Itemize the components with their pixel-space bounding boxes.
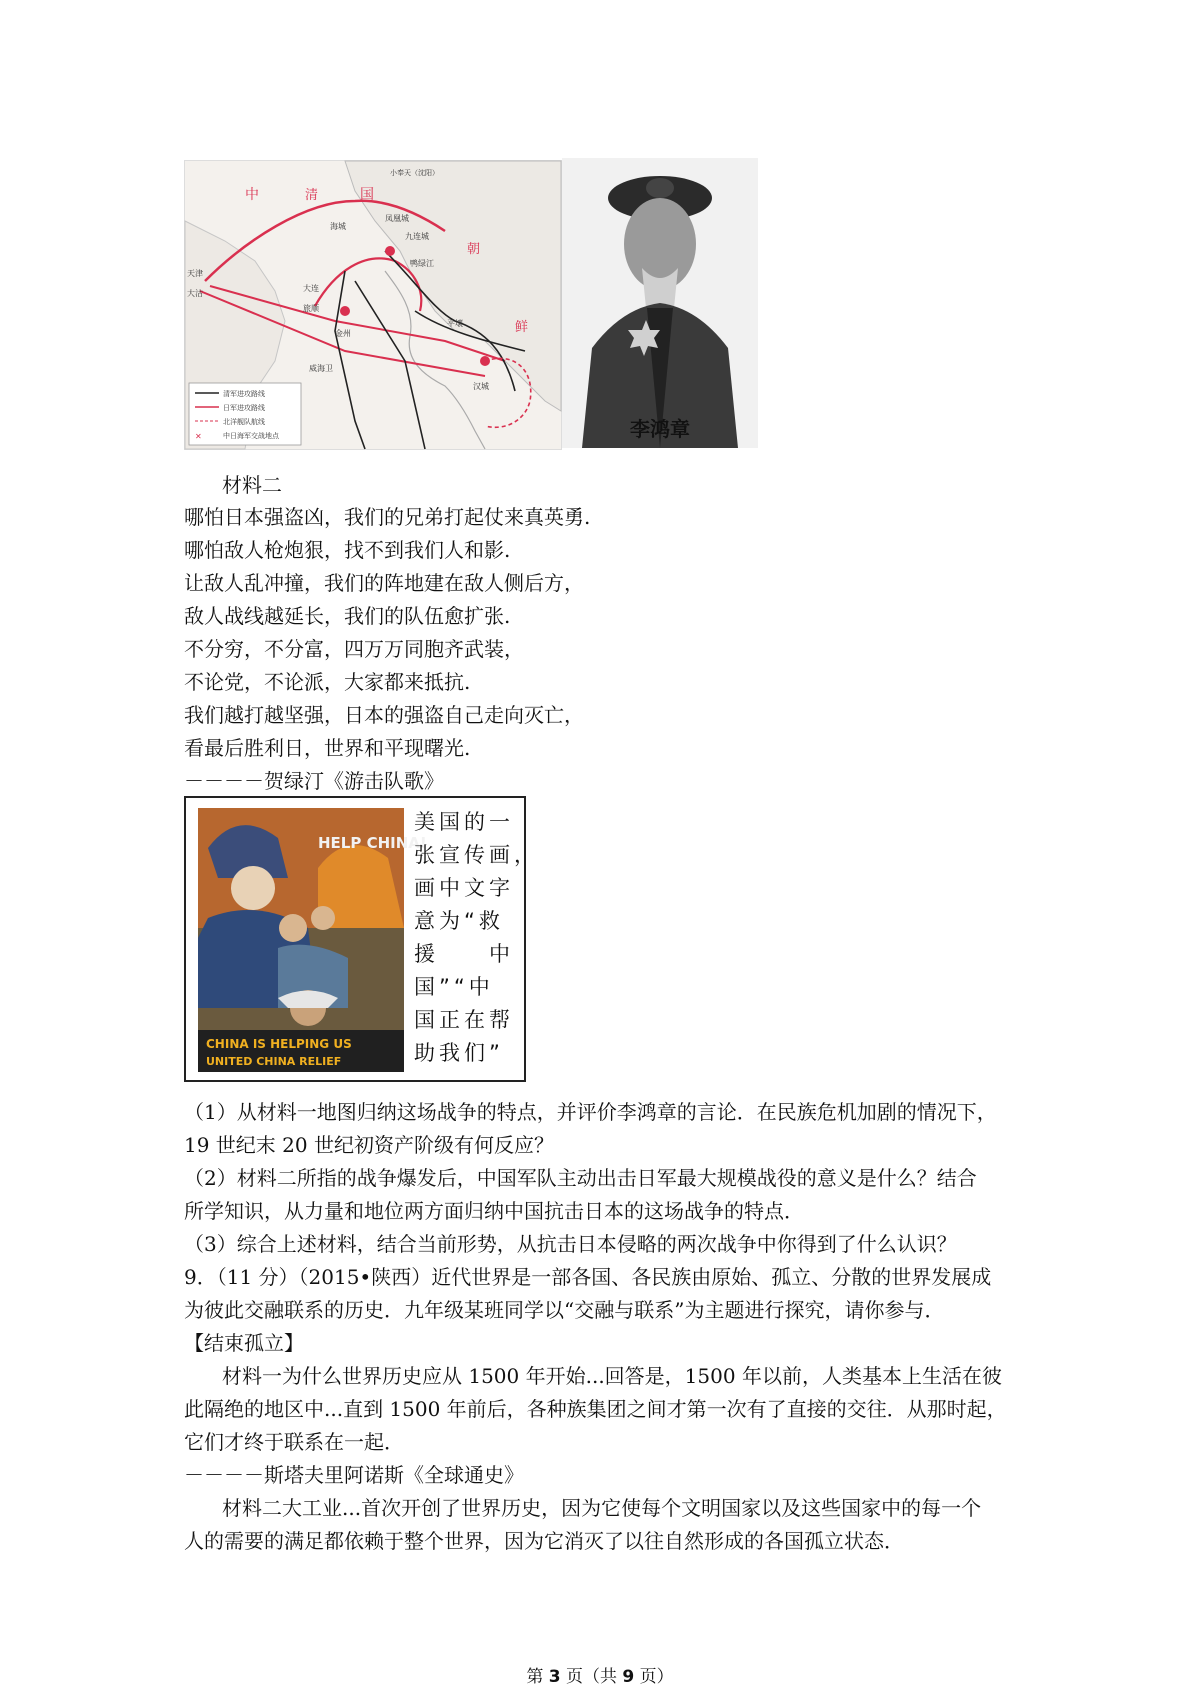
q9-intro-line-1: 9．（11 分）（2015•陕西）近代世界是一部各国、各民族由原始、孤立、分散的世界发展成	[184, 1265, 992, 1289]
map-label-xian: 鲜	[515, 320, 529, 335]
question-2-line-1: （2）材料二所指的战争爆发后，中国军队主动出击日军最大规模战役的意义是什么？结合	[184, 1166, 977, 1190]
q9-material1-line-3: 它们才终于联系在一起．	[184, 1430, 404, 1454]
poem-line-5: 不分穷，不分富，四万万同胞齐武装，	[184, 637, 524, 661]
poem-line-1: 哪怕日本强盗凶，我们的兄弟打起仗来真英勇.	[184, 505, 591, 529]
war-map-image	[185, 161, 561, 449]
map-label-dalian: 大连	[303, 284, 319, 293]
q9-material1-source: －－－－斯塔夫里阿诺斯《全球通史》	[184, 1463, 524, 1487]
question-1-line-1: （1）从材料一地图归纳这场战争的特点，并评价李鸿章的言论．在民族危机加剧的情况下，	[184, 1100, 997, 1124]
poem-source: －－－－贺绿汀《游击队歌》	[184, 769, 444, 793]
map-label-chao: 朝	[467, 242, 481, 257]
material2-heading: 材料二	[222, 473, 282, 497]
map-label-haicheng: 海城	[330, 222, 346, 231]
q9-material2-line-2: 人的需要的满足都依赖于整个世界，因为它消灭了以往自然形成的各国孤立状态．	[184, 1529, 904, 1553]
propaganda-poster	[198, 808, 427, 1072]
q9-section-heading: 【结束孤立】	[184, 1331, 304, 1355]
poster-bottom-line-1: CHINA IS HELPING US	[206, 1037, 352, 1051]
footer-total-pages: 9	[622, 1667, 635, 1687]
question-1-line-2: 19 世纪末 20 世纪初资产阶级有何反应？	[184, 1133, 554, 1157]
map-label-jiulian: 九连城	[405, 232, 429, 241]
poem-line-8: 看最后胜利日，世界和平现曙光.	[184, 736, 471, 760]
poem-line-3: 让敌人乱冲撞，我们的阵地建在敌人侧后方，	[184, 571, 584, 595]
map-label-zhong: 中	[245, 187, 259, 203]
map-legend-4: 中日海军交战地点	[223, 432, 279, 440]
map-label-weihaiwei: 威海卫	[309, 364, 333, 373]
poem-line-7: 我们越打越坚强，日本的强盗自己走向灭亡，	[184, 703, 584, 727]
map-label-jinzhou: 金州	[335, 329, 351, 338]
map-legend-2: 日军进攻路线	[223, 404, 265, 412]
map-label-lushun: 旅顺	[303, 304, 319, 313]
portrait-image	[562, 158, 758, 448]
map-label-fengtian: 小奉天（沈阳）	[390, 169, 439, 177]
poster-headline: HELP CHINA!	[318, 834, 427, 852]
poem-line-4: 敌人战线越延长，我们的队伍愈扩张.	[184, 604, 511, 628]
question-3: （3）综合上述材料，结合当前形势，从抗击日本侵略的两次战争中你得到了什么认识？	[184, 1232, 957, 1256]
map-label-yalu: 鸭绿江	[410, 259, 434, 268]
portrait-caption: 李鸿章	[630, 417, 690, 441]
footer-suffix: 页）	[634, 1667, 674, 1687]
poster-caption: 美国的一 张宣传画， 画中文字 意为“救 援 中 国”“中 国正在帮 助我们”	[414, 810, 539, 1065]
map-legend-3: 北洋舰队航线	[223, 418, 265, 426]
map-label-tianjin: 天津	[187, 269, 203, 278]
map-legend-1: 清军进攻路线	[223, 390, 265, 398]
footer-page-number: 3	[548, 1667, 561, 1687]
map-label-fenghuang: 凤凰城	[385, 214, 409, 223]
map-label-dagu: 大沽	[187, 289, 203, 298]
footer-prefix: 第	[526, 1667, 549, 1687]
poem-line-2: 哪怕敌人枪炮狠，找不到我们人和影.	[184, 538, 511, 562]
map-label-hancheng: 汉城	[473, 382, 489, 391]
svg-text:✕: ✕	[195, 432, 202, 441]
q9-material1-line-2: 此隔绝的地区中...直到 1500 年前后，各种族集团之间才第一次有了直接的交往．从那时起，	[184, 1397, 1007, 1421]
page-footer	[0, 1662, 1200, 1687]
war-map-figure	[184, 160, 562, 450]
poster-figure	[184, 796, 539, 1082]
li-hongzhang-portrait	[562, 158, 758, 448]
q9-material1-line-1: 材料一为什么世界历史应从 1500 年开始...回答是，1500 年以前，人类基本上生活在彼	[222, 1364, 1002, 1388]
poster-bottom-line-2: UNITED CHINA RELIEF	[206, 1055, 342, 1068]
question-2-line-2: 所学知识，从力量和地位两方面归纳中国抗击日本的这场战争的特点．	[184, 1199, 804, 1223]
poem-line-6: 不论党，不论派，大家都来抵抗.	[184, 670, 471, 694]
map-label-qing: 清	[305, 188, 319, 203]
map-label-guo: 国	[360, 187, 374, 203]
q9-intro-line-2: 为彼此交融联系的历史．九年级某班同学以“交融与联系”为主题进行探究，请你参与．	[184, 1298, 945, 1322]
q9-material2-line-1: 材料二大工业...首次开创了世界历史，因为它使每个文明国家以及这些国家中的每一个	[222, 1496, 982, 1520]
footer-middle: 页（共	[560, 1667, 623, 1687]
map-label-pingrang: 平壤	[447, 319, 463, 328]
